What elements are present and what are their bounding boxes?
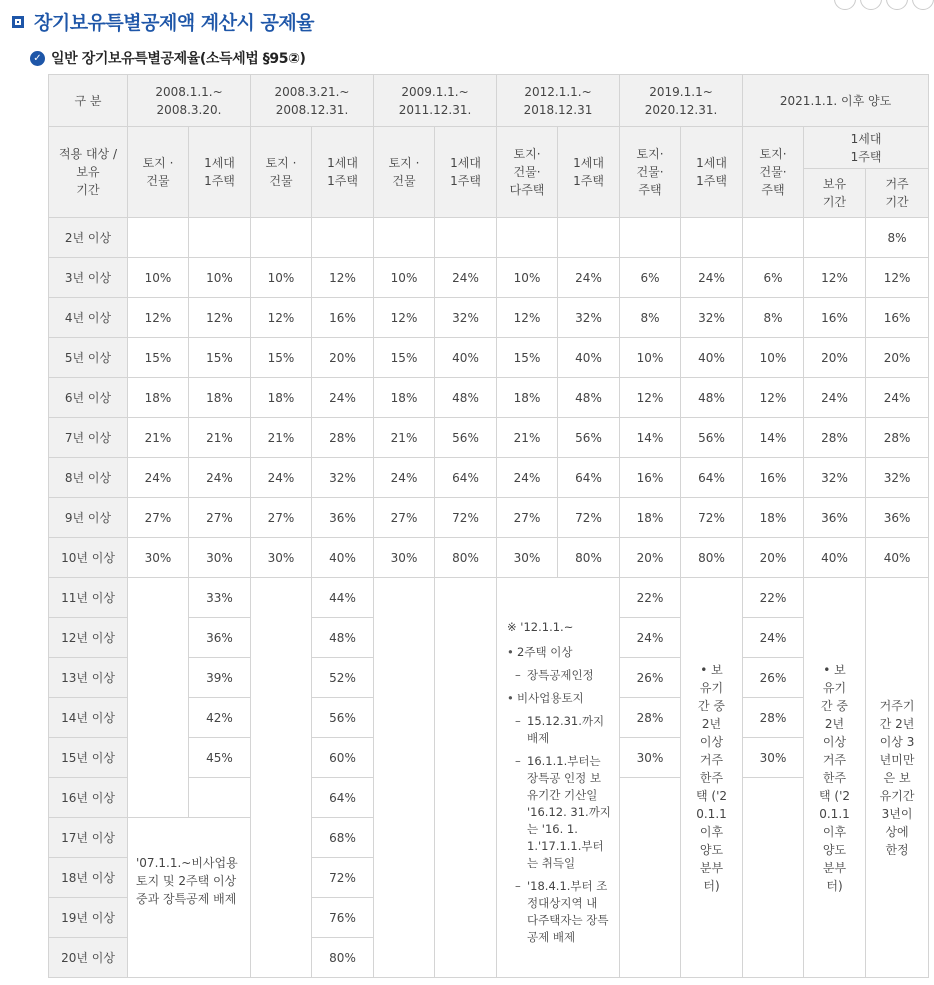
rate-cell: 72%	[312, 858, 374, 898]
row-label: 18년 이상	[49, 858, 128, 898]
row-label: 12년 이상	[49, 618, 128, 658]
rate-cell	[189, 218, 251, 258]
rate-cell: 44%	[312, 578, 374, 618]
rate-cell: 21%	[374, 418, 435, 458]
rate-cell: 24%	[251, 458, 312, 498]
rate-cell: 15%	[128, 338, 189, 378]
rate-cell: 16%	[866, 298, 929, 338]
rate-cell: 30%	[497, 538, 558, 578]
rate-cell: 20%	[312, 338, 374, 378]
header-residence-period: 거주 기간	[866, 169, 929, 218]
rate-cell: 6%	[620, 258, 681, 298]
rate-cell: 40%	[558, 338, 620, 378]
rate-cell: 56%	[681, 418, 743, 458]
rate-cell: 72%	[681, 498, 743, 538]
rate-cell: 12%	[189, 298, 251, 338]
rate-cell: 30%	[620, 738, 681, 778]
rate-cell: 16%	[312, 298, 374, 338]
note-dash: – 15.12.31.까지 배제	[507, 713, 611, 747]
rate-cell: 8%	[620, 298, 681, 338]
rate-cell: 12%	[251, 298, 312, 338]
rate-cell: 76%	[312, 898, 374, 938]
rate-cell: 16%	[620, 458, 681, 498]
rate-cell	[804, 218, 866, 258]
note-2012-head: ※ '12.1.1.~	[507, 620, 574, 634]
rate-cell: 24%	[558, 258, 620, 298]
row-label: 2년 이상	[49, 218, 128, 258]
rate-cell: 15%	[374, 338, 435, 378]
empty-cell	[374, 578, 435, 978]
note-2021-residence	[866, 578, 929, 978]
rate-cell: 56%	[435, 418, 497, 458]
rate-cell: 32%	[312, 458, 374, 498]
rate-cell: 36%	[189, 618, 251, 658]
rate-cell: 15%	[497, 338, 558, 378]
rate-cell: 10%	[189, 258, 251, 298]
rate-cell: 12%	[312, 258, 374, 298]
rate-cell: 39%	[189, 658, 251, 698]
rate-cell: 28%	[620, 698, 681, 738]
rate-cell: 21%	[128, 418, 189, 458]
table-row	[49, 338, 929, 378]
circle-icon[interactable]	[886, 0, 908, 10]
check-circle-icon: ✓	[30, 51, 45, 66]
header-land-building-multi: 토지· 건물· 다주택	[497, 127, 558, 218]
note-2012	[497, 578, 620, 978]
table-row	[49, 218, 929, 258]
rate-cell: 14%	[620, 418, 681, 458]
section-subtitle-text: 일반 장기보유특별공제율(소득세법 §95②)	[51, 51, 306, 67]
header-period: 2009.1.1.~ 2011.12.31.	[374, 75, 497, 127]
header-period: 2008.3.21.~ 2008.12.31.	[251, 75, 374, 127]
header-one-house: 1세대 1주택	[312, 127, 374, 218]
rate-cell: 10%	[620, 338, 681, 378]
rate-cell	[497, 218, 558, 258]
rate-cell: 24%	[681, 258, 743, 298]
rate-cell: 60%	[312, 738, 374, 778]
rate-cell	[189, 778, 251, 818]
rate-cell: 18%	[374, 378, 435, 418]
table-row	[49, 578, 929, 618]
rate-cell: 40%	[804, 538, 866, 578]
rate-cell: 27%	[374, 498, 435, 538]
rate-cell: 56%	[558, 418, 620, 458]
row-label: 9년 이상	[49, 498, 128, 538]
rate-cell: 24%	[312, 378, 374, 418]
rate-cell: 20%	[743, 538, 804, 578]
row-label: 5년 이상	[49, 338, 128, 378]
rate-cell: 80%	[558, 538, 620, 578]
rate-cell: 12%	[620, 378, 681, 418]
rate-cell: 48%	[435, 378, 497, 418]
rate-cell: 40%	[681, 338, 743, 378]
rate-cell: 16%	[804, 298, 866, 338]
rate-cell: 20%	[620, 538, 681, 578]
circle-icon[interactable]	[912, 0, 934, 10]
rate-cell: 6%	[743, 258, 804, 298]
header-gubun: 구 분	[49, 75, 128, 127]
note-bullet: • 비사업용토지	[507, 690, 611, 707]
rate-cell: 21%	[497, 418, 558, 458]
rate-cell: 24%	[866, 378, 929, 418]
rate-cell	[312, 218, 374, 258]
rate-cell: 80%	[681, 538, 743, 578]
rate-cell: 28%	[804, 418, 866, 458]
row-label: 7년 이상	[49, 418, 128, 458]
row-label: 11년 이상	[49, 578, 128, 618]
rate-cell	[558, 218, 620, 258]
table-row	[49, 498, 929, 538]
rate-cell: 18%	[128, 378, 189, 418]
note-2021-residence-text: 거주기간 2년 이상 3년미만은 보유기간 3년이상에 한정	[879, 698, 915, 857]
rate-cell: 22%	[620, 578, 681, 618]
empty-cell	[435, 578, 497, 978]
row-label: 3년 이상	[49, 258, 128, 298]
empty-cell	[251, 578, 312, 978]
rate-cell	[128, 218, 189, 258]
note-2008	[128, 818, 251, 978]
rate-cell: 48%	[312, 618, 374, 658]
rate-cell: 20%	[804, 338, 866, 378]
note-dash: – 16.1.1.부터는 장특공 인정 보유기간 기산일 '16.12. 31.까지는 '16. 1. 1.'17.1.1.부터는 취득일	[507, 753, 611, 872]
rate-cell: 12%	[374, 298, 435, 338]
table-row	[49, 418, 929, 458]
rate-cell: 32%	[435, 298, 497, 338]
rate-cell	[743, 218, 804, 258]
note-dash: – '18.4.1.부터 조정대상지역 내 다주택자는 장특공제 배제	[507, 878, 611, 946]
rate-cell: 28%	[866, 418, 929, 458]
rate-cell: 32%	[681, 298, 743, 338]
rate-cell: 18%	[620, 498, 681, 538]
section-subtitle	[30, 48, 306, 68]
rate-cell: 56%	[312, 698, 374, 738]
rate-cell: 27%	[189, 498, 251, 538]
page-title	[12, 8, 314, 35]
rate-cell: 64%	[435, 458, 497, 498]
note-2019	[681, 578, 743, 978]
rate-cell: 8%	[743, 298, 804, 338]
rate-cell: 32%	[558, 298, 620, 338]
row-label: 14년 이상	[49, 698, 128, 738]
rate-cell: 22%	[743, 578, 804, 618]
row-label: 10년 이상	[49, 538, 128, 578]
rate-cell: 48%	[681, 378, 743, 418]
rate-cell: 64%	[312, 778, 374, 818]
header-period: 2021.1.1. 이후 양도	[743, 75, 929, 127]
header-land-building: 토지 · 건물	[374, 127, 435, 218]
note-2019-text: • 보유기간 중2년 이상 거주한주택 ('20.1.1 이후 양도분부터)	[696, 662, 728, 893]
header-land-building: 토지 · 건물	[128, 127, 189, 218]
header-target: 적용 대상 / 보유 기간	[49, 127, 128, 218]
note-2021-hold-text: • 보유기간 중2년 이상 거주한주택 ('20.1.1 이후 양도분부터)	[819, 662, 851, 893]
row-label: 4년 이상	[49, 298, 128, 338]
rate-cell: 72%	[558, 498, 620, 538]
header-land-building-house: 토지· 건물· 주택	[743, 127, 804, 218]
row-label: 17년 이상	[49, 818, 128, 858]
rate-cell: 48%	[558, 378, 620, 418]
rate-cell: 80%	[312, 938, 374, 978]
header-one-house: 1세대 1주택	[435, 127, 497, 218]
rate-cell: 21%	[189, 418, 251, 458]
rate-cell: 42%	[189, 698, 251, 738]
rate-cell: 10%	[374, 258, 435, 298]
rate-cell: 26%	[743, 658, 804, 698]
rate-cell: 40%	[866, 538, 929, 578]
table-row	[49, 458, 929, 498]
header-hold-period: 보유 기간	[804, 169, 866, 218]
rate-cell: 52%	[312, 658, 374, 698]
header-land-building: 토지 · 건물	[251, 127, 312, 218]
table-row	[49, 378, 929, 418]
rate-cell: 10%	[128, 258, 189, 298]
rate-cell: 40%	[312, 538, 374, 578]
rate-cell: 28%	[743, 698, 804, 738]
rate-cell: 27%	[251, 498, 312, 538]
rate-cell: 64%	[558, 458, 620, 498]
rate-cell: 10%	[251, 258, 312, 298]
rate-cell: 20%	[866, 338, 929, 378]
rate-cell: 15%	[251, 338, 312, 378]
note-2008-text: '07.1.1.~비사업용 토지 및 2주택 이상 중과 장특공제 배제	[136, 856, 238, 906]
header-one-house-2021: 1세대 1주택	[804, 127, 929, 169]
header-period: 2019.1.1~ 2020.12.31.	[620, 75, 743, 127]
rate-cell: 16%	[743, 458, 804, 498]
row-label: 20년 이상	[49, 938, 128, 978]
rate-cell: 26%	[620, 658, 681, 698]
rate-cell: 14%	[743, 418, 804, 458]
rate-cell: 24%	[743, 618, 804, 658]
square-bullet-icon	[12, 16, 24, 28]
rate-cell: 36%	[312, 498, 374, 538]
rate-cell: 28%	[312, 418, 374, 458]
row-label: 8년 이상	[49, 458, 128, 498]
header-period: 2012.1.1.~ 2018.12.31	[497, 75, 620, 127]
row-label: 6년 이상	[49, 378, 128, 418]
empty-cell	[128, 578, 189, 818]
empty-cell	[743, 778, 804, 978]
rate-cell: 24%	[374, 458, 435, 498]
rate-cell: 10%	[743, 338, 804, 378]
rate-cell: 30%	[189, 538, 251, 578]
rate-cell	[435, 218, 497, 258]
row-label: 13년 이상	[49, 658, 128, 698]
rate-cell: 32%	[866, 458, 929, 498]
rate-cell: 18%	[251, 378, 312, 418]
rate-cell: 30%	[374, 538, 435, 578]
rate-cell: 32%	[804, 458, 866, 498]
rate-cell: 12%	[804, 258, 866, 298]
rate-cell: 36%	[804, 498, 866, 538]
rate-cell: 36%	[866, 498, 929, 538]
rate-cell: 45%	[189, 738, 251, 778]
header-one-house: 1세대 1주택	[558, 127, 620, 218]
rate-cell: 24%	[804, 378, 866, 418]
window-controls	[834, 0, 934, 10]
rate-cell: 64%	[681, 458, 743, 498]
circle-icon[interactable]	[860, 0, 882, 10]
rate-cell: 80%	[435, 538, 497, 578]
rate-cell: 33%	[189, 578, 251, 618]
rate-cell: 27%	[128, 498, 189, 538]
rate-cell: 30%	[251, 538, 312, 578]
rate-cell: 30%	[128, 538, 189, 578]
rate-cell: 18%	[743, 498, 804, 538]
header-one-house: 1세대 1주택	[189, 127, 251, 218]
rate-cell	[251, 218, 312, 258]
rate-cell: 30%	[743, 738, 804, 778]
row-label: 19년 이상	[49, 898, 128, 938]
note-dash: – 장특공제인정	[507, 667, 611, 684]
rate-cell: 12%	[743, 378, 804, 418]
rate-cell: 12%	[128, 298, 189, 338]
rate-cell: 40%	[435, 338, 497, 378]
page-title-text: 장기보유특별공제액 계산시 공제율	[34, 12, 315, 34]
rate-cell: 21%	[251, 418, 312, 458]
note-bullet: • 2주택 이상	[507, 644, 611, 661]
rate-cell: 12%	[866, 258, 929, 298]
rate-cell: 18%	[189, 378, 251, 418]
note-2021-hold	[804, 578, 866, 978]
rate-cell: 24%	[497, 458, 558, 498]
rate-cell: 24%	[620, 618, 681, 658]
header-land-building-house: 토지· 건물· 주택	[620, 127, 681, 218]
rate-cell	[620, 218, 681, 258]
rate-cell: 27%	[497, 498, 558, 538]
row-label: 15년 이상	[49, 738, 128, 778]
circle-icon[interactable]	[834, 0, 856, 10]
row-label: 16년 이상	[49, 778, 128, 818]
rate-cell: 24%	[128, 458, 189, 498]
header-one-house: 1세대 1주택	[681, 127, 743, 218]
rate-cell: 18%	[497, 378, 558, 418]
rate-cell: 72%	[435, 498, 497, 538]
rate-cell: 68%	[312, 818, 374, 858]
header-period: 2008.1.1.~ 2008.3.20.	[128, 75, 251, 127]
rate-cell: 24%	[189, 458, 251, 498]
rate-cell	[681, 218, 743, 258]
table-row	[49, 298, 929, 338]
rate-cell: 15%	[189, 338, 251, 378]
empty-cell	[620, 778, 681, 978]
rate-cell: 12%	[497, 298, 558, 338]
deduction-rate-table	[48, 74, 929, 978]
rate-cell: 24%	[435, 258, 497, 298]
table-row	[49, 538, 929, 578]
rate-cell: 10%	[497, 258, 558, 298]
table-row	[49, 258, 929, 298]
rate-cell: 8%	[866, 218, 929, 258]
rate-cell	[374, 218, 435, 258]
